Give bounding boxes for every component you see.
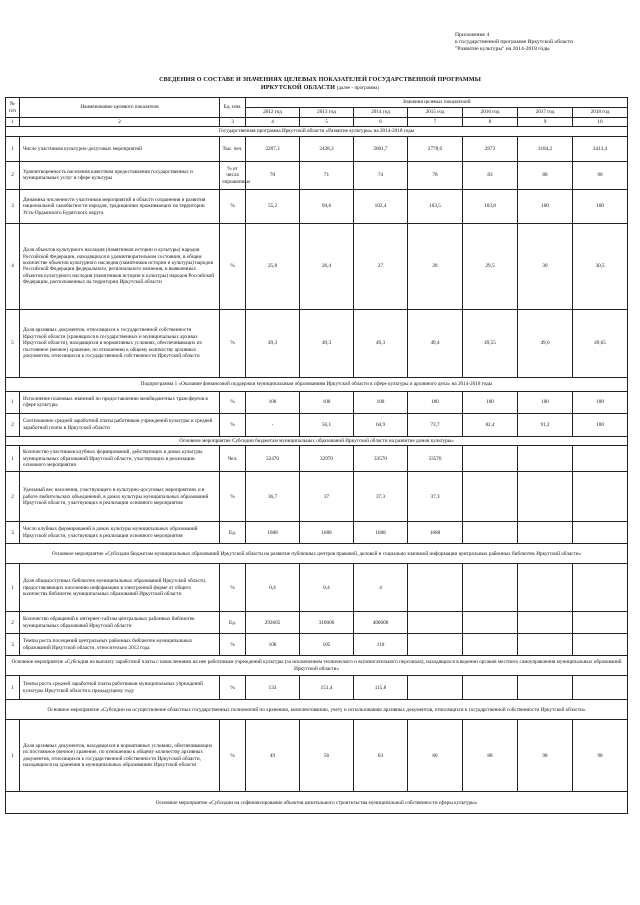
value-cell [518,676,573,700]
value-cell: 0,4 [300,564,354,612]
value-cell: 110 [354,634,408,656]
indicator-name: Доля архивных документов, относящихся к государственной собственности Иркутской области (хранящихся в государственных и муниципальных архивах Иркутской области), находящихся в нормативных условиях, обеспечивающих их постоянное (вечное) хранение, по отношению к общему количеству архивных документов, относящихся к государственной собственности Иркутской области [20,309,220,377]
value-cell: 30 [518,223,573,309]
value-cell [573,522,628,544]
table-row [6,634,628,656]
value-cell: 64,9 [354,413,408,436]
appendix-line: Приложение 4 [455,32,490,38]
header-num: № п/п [6,98,20,118]
value-cell: 55,2 [246,189,300,223]
value-cell: 83 [463,161,518,189]
value-cell: 32470 [246,446,300,472]
unit-cell: % [220,720,246,792]
value-cell [408,634,463,656]
table-row [6,676,628,700]
value-cell: 2778,6 [408,136,463,161]
value-cell: 100 [354,391,408,413]
header-name: Наименование целевого показателя [20,98,220,118]
row-number: 1 [6,564,20,612]
value-cell: 100 [463,391,518,413]
table-row [6,189,628,223]
unit-cell: % [220,634,246,656]
value-cell: 37,3 [408,472,463,522]
value-cell [518,612,573,634]
value-cell: 100 [518,189,573,223]
header-year: 2012 год [246,108,300,118]
value-cell: 2601,7 [354,136,408,161]
table-row [6,446,628,472]
value-cell: 3184,2 [518,136,573,161]
value-cell: 56,1 [300,413,354,436]
appendix-note [455,32,630,53]
value-cell: 88 [463,720,518,792]
value-cell: 100 [300,391,354,413]
column-number: 3 [220,118,246,127]
row-number: 2 [6,161,20,189]
value-cell: 74 [354,161,408,189]
row-number: 3 [6,522,20,544]
value-cell [518,564,573,612]
unit-cell: Чел. [220,446,246,472]
value-cell: 63 [354,720,408,792]
value-cell [573,634,628,656]
value-cell [408,564,463,612]
value-cell: 32970 [300,446,354,472]
header-year: 2016 год [463,108,518,118]
value-cell: 1688 [246,522,300,544]
indicator-name: Исполнение плановых значений по предоставлению межбюджетных трансфертов в сфере культуры [20,391,220,413]
section-title: Основное мероприятие «Субсидии на софинансирование объектов капитального строительства муниципальной собственности сферы культуры» [6,792,628,814]
indicator-name: Динамика численности участников мероприятий в области сохранения и развития национальной самобытности народов, традиционно проживающих на территории Усть-Ордынского Бурятского округа [20,189,220,223]
indicator-name: Темпы роста посещений центральных районных библиотек муниципальных образований Иркутской области, относительно 2012 года [20,634,220,656]
table-row [6,136,628,161]
column-number: 4 [246,118,300,127]
value-cell [463,446,518,472]
value-cell: 29,5 [463,223,518,309]
value-cell [463,522,518,544]
value-cell: 91,2 [518,413,573,436]
table-row [6,161,628,189]
title-line: СВЕДЕНИЯ О СОСТАВЕ И ЗНАЧЕНИЯХ ЦЕЛЕВЫХ ПОКАЗАТЕЛЕЙ ГОСУДАРСТВЕННОЙ ПРОГРАММЫ [159,76,481,83]
title-line [0,84,640,93]
unit-cell: Ед. [220,522,246,544]
value-cell: 4 [354,564,408,612]
indicator-name: Соотношение средней заработной платы работников учреждений культуры и средней заработной платы в Иркутской области [20,413,220,436]
value-cell [518,634,573,656]
value-cell: 49,65 [573,309,628,377]
section-title: Основное мероприятие «Субсидии бюджетам муниципальных образований Иркутской области на развитие публичных центров правовой, деловой и социально значимой информации центральных районных библиотек Иркутской области» [6,544,628,564]
table-row [6,309,628,377]
header-year: 2013 год [300,108,354,118]
title-region: ИРКУТСКОЙ ОБЛАСТИ [260,83,336,91]
value-cell: 73,7 [408,413,463,436]
unit-cell: % [220,309,246,377]
section-row [6,700,628,720]
section-title: Подпрограмма 1 «Оказание финансовой поддержки муниципальным образованиям Иркутской области в сфере культуры и архивного дела» на 2014-2018 годы [6,377,628,391]
header-year: 2015 год [408,108,463,118]
value-cell: 26,4 [300,223,354,309]
value-cell: 3413,4 [573,136,628,161]
value-cell: 82,4 [463,413,518,436]
unit-cell: % [220,391,246,413]
row-number: 1 [6,446,20,472]
table-row [6,564,628,612]
value-cell [518,522,573,544]
header-values: Значения целевых показателей [246,98,628,108]
value-cell: 94,6 [300,189,354,223]
value-cell: 100 [573,391,628,413]
value-cell: 36,7 [246,472,300,522]
row-number: 1 [6,720,20,792]
table-row [6,413,628,436]
column-number: 7 [408,118,463,127]
value-cell: 2287,3 [246,136,300,161]
value-cell: 56 [300,720,354,792]
value-cell: 0,4 [246,564,300,612]
value-cell: 100 [408,391,463,413]
indicator-name: Число участников культурно-досуговых мероприятий [20,136,220,161]
row-number: 2 [6,413,20,436]
value-cell: 100 [246,634,300,656]
row-number: 1 [6,136,20,161]
row-number: 2 [6,612,20,634]
value-cell: 27 [354,223,408,309]
value-cell: 293605 [246,612,300,634]
value-cell: 49,3 [300,309,354,377]
value-cell: 90 [573,161,628,189]
value-cell [408,612,463,634]
value-cell: 80 [408,720,463,792]
unit-cell: % [220,223,246,309]
indicator-name: Число клубных формирований в домах культуры муниципальных образований Иркутской области, участвующих в реализации основного мероприятия [20,522,220,544]
value-cell: 98 [573,720,628,792]
column-number: 9 [518,118,573,127]
section-title: Государственная программа Иркутской области «Развитие культуры» на 2014-2018 годы [6,127,628,136]
indicator-name: Количество обращений к интернет-сайтам центральных районных библиотек муниципальных образований Иркутской области [20,612,220,634]
value-cell [518,472,573,522]
value-cell: 310000 [300,612,354,634]
value-cell: 49,6 [518,309,573,377]
value-cell: 1688 [354,522,408,544]
value-cell: 49 [246,720,300,792]
table-row [6,720,628,792]
value-cell: 115,8 [354,676,408,700]
value-cell: 33570 [354,446,408,472]
section-row [6,792,628,814]
row-number: 5 [6,309,20,377]
value-cell: 28 [408,223,463,309]
section-row [6,544,628,564]
indicator-name: Доля объектов культурного наследия (памятников истории и культуры) народов Российской Федерации, находящихся в удовлетворительном состоянии, в общем количестве объектов культурного наследия (памятников истории и культуры) народов Российской Федерации федерального, регионального значения, и выявленных объектов культурного наследия (памятников истории и культуры) народов Российской Федерации, расположенных на территории Иркутской области [20,223,220,309]
unit-cell: % [220,564,246,612]
value-cell [463,676,518,700]
header-year: 2017 год [518,108,573,118]
value-cell: 151,4 [300,676,354,700]
value-cell: 49,3 [354,309,408,377]
table-row [6,391,628,413]
value-cell: 70 [246,161,300,189]
unit-cell: Тыс. чел. [220,136,246,161]
column-number: 5 [300,118,354,127]
row-number: 4 [6,223,20,309]
value-cell: 100 [573,413,628,436]
value-cell: 25,8 [246,223,300,309]
header-year: 2018 год [573,108,628,118]
value-cell: 103,8 [463,189,518,223]
section-row [6,436,628,445]
value-cell: 98 [518,720,573,792]
value-cell [573,564,628,612]
row-number: 1 [6,391,20,413]
value-cell: 37 [300,472,354,522]
section-title: Основное мероприятие «Субсидии на осуществление областных государственных полномочий по хранению, комплектованию, учету и использованию архивных документов, относящихся к государственной собственности Иркутской области» [6,700,628,720]
row-number: 1 [6,676,20,700]
row-number: 3 [6,189,20,223]
value-cell [573,676,628,700]
table-row [6,472,628,522]
value-cell: 33570 [408,446,463,472]
value-cell: 100 [518,391,573,413]
unit-cell: % [220,413,246,436]
value-cell: 49,4 [408,309,463,377]
table-row [6,223,628,309]
table-row [6,522,628,544]
value-cell [408,676,463,700]
unit-cell: % [220,676,246,700]
unit-cell: % от числа опрошенных [220,161,246,189]
header-row [6,98,628,108]
section-title: Основное мероприятие Субсидии бюджетам муниципальных образований Иркутской области на развитие домов культуры» [6,436,628,445]
indicator-name: Доля общедоступных библиотек муниципальных образований Иркутской области, предоставляющих населению информацию в электронной форме от общего количества библиотек муниципальных образований Иркутской области [20,564,220,612]
column-number: 8 [463,118,518,127]
indicators-table [5,97,628,814]
value-cell: 400000 [354,612,408,634]
appendix-line: к государственной программе Иркутской области [455,39,574,45]
value-cell [463,564,518,612]
section-title: Основное мероприятие «Субсидия на выплату заработной платы с начислениями на нее работникам учреждений культуры (за исключением технического и вспомогательного персонала), находящихся в ведении органов местного самоуправления муниципальных образований Иркутской области» [6,656,628,676]
column-number: 2 [20,118,220,127]
value-cell: 102,4 [354,189,408,223]
value-cell: 37,3 [354,472,408,522]
document-title [0,76,640,92]
column-number: 6 [354,118,408,127]
value-cell: 133 [246,676,300,700]
indicator-name: Удовлетворенность населения качеством предоставления государственных и муниципальных услуг в сфере культуры [20,161,220,189]
value-cell [463,472,518,522]
indicator-name: Доля архивных документов, находящихся в нормативных условиях, обеспечивающих их постоянное (вечное) хранение, по отношению к общему количеству архивных документов, относящихся к государственной собственности Иркутской области, находящихся на хранении в муниципальных образованиях Иркутской области [20,720,220,792]
value-cell: 103,5 [408,189,463,223]
title-note: (далее - программа) [336,85,380,91]
section-row [6,127,628,136]
unit-cell: % [220,472,246,522]
value-cell: 49,55 [463,309,518,377]
value-cell: 49,3 [246,309,300,377]
section-row [6,656,628,676]
value-cell: 100 [246,391,300,413]
value-cell [463,612,518,634]
value-cell: 78 [408,161,463,189]
header-unit: Ед. изм. [220,98,246,118]
section-row [6,377,628,391]
header-year: 2014 год [354,108,408,118]
value-cell: 2973 [463,136,518,161]
header-colnums-row [6,118,628,127]
appendix-line: "Развитие культуры" на 2014-2018 годы [455,46,550,52]
value-cell: 1688 [300,522,354,544]
value-cell: 30,5 [573,223,628,309]
unit-cell: Ед. [220,612,246,634]
column-number: 10 [573,118,628,127]
value-cell [463,634,518,656]
indicator-name: Удельный вес населения, участвующего в культурно-досуговых мероприятиях и в работе любительских объединений, в домах культуры муниципальных образований Иркутской области, участвующих в реализации основного мероприятия [20,472,220,522]
value-cell [573,446,628,472]
value-cell: 100 [573,189,628,223]
value-cell: 88 [518,161,573,189]
row-number: 3 [6,634,20,656]
value-cell: 105 [300,634,354,656]
value-cell: 71 [300,161,354,189]
value-cell [573,612,628,634]
indicator-name: Количество участников клубных формирований, действующих в домах культуры муниципальных образований Иркутской области, участвующих в реализации основного мероприятия [20,446,220,472]
unit-cell: % [220,189,246,223]
value-cell: 2438,3 [300,136,354,161]
value-cell: 1688 [408,522,463,544]
value-cell: - [246,413,300,436]
indicator-name: Темпы роста средней заработной платы работников муниципальных учреждений культуры Иркутской области к предыдущему году [20,676,220,700]
row-number: 2 [6,472,20,522]
table-row [6,612,628,634]
column-number: 1 [6,118,20,127]
value-cell [573,472,628,522]
value-cell [518,446,573,472]
